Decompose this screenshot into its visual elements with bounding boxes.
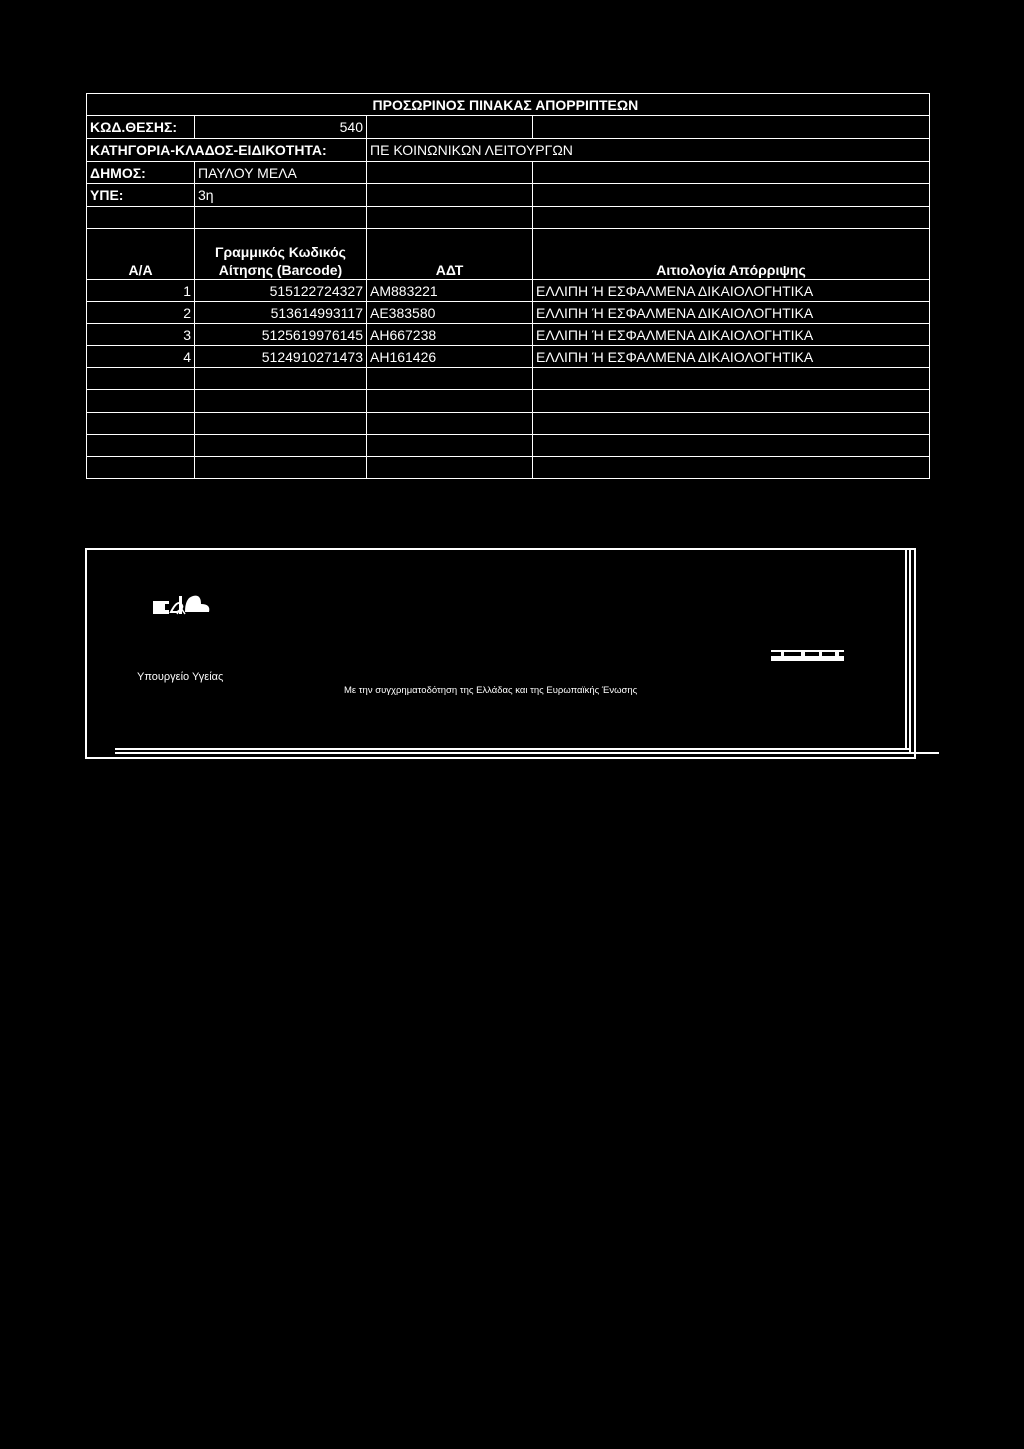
- table-row: [87, 324, 930, 346]
- rejections-table: [86, 93, 930, 479]
- row-reason: ΕΛΛΙΠΗ Ή ΕΣΦΑΛΜΕΝΑ ΔΙΚΑΙΟΛΟΓΗΤΙΚΑ: [533, 302, 930, 324]
- municipality-value: ΠΑΥΛΟΥ ΜΕΛΑ: [195, 162, 367, 184]
- cofunding-footer: [85, 548, 916, 759]
- position-code-value: 540: [195, 116, 367, 139]
- eu-funding-bar-icon: [771, 650, 844, 662]
- header-barcode-line1: Γραμμικός Κωδικός: [215, 244, 346, 260]
- header-barcode: [195, 229, 367, 280]
- table-row: [87, 302, 930, 324]
- header-aa: Α/Α: [87, 229, 195, 280]
- ministry-of-health-logo-icon: [151, 592, 211, 622]
- position-code-label: ΚΩΔ.ΘΕΣΗΣ:: [87, 116, 195, 139]
- header-barcode-line2: Αίτησης (Barcode): [218, 262, 343, 278]
- category-value: ΠΕ ΚΟΙΝΩΝΙΚΩΝ ΛΕΙΤΟΥΡΓΩΝ: [367, 139, 930, 162]
- row-aa: 4: [87, 346, 195, 368]
- row-adt: ΑΗ161426: [367, 346, 533, 368]
- row-adt: ΑΜ883221: [367, 280, 533, 302]
- header-adt: ΑΔΤ: [367, 229, 533, 280]
- ype-value: 3η: [195, 184, 367, 207]
- row-aa: 1: [87, 280, 195, 302]
- ype-label: ΥΠΕ:: [87, 184, 195, 207]
- table-row: [87, 280, 930, 302]
- row-reason: ΕΛΛΙΠΗ Ή ΕΣΦΑΛΜΕΝΑ ΔΙΚΑΙΟΛΟΓΗΤΙΚΑ: [533, 324, 930, 346]
- table-title-text: ΠΡΟΣΩΡΙΝΟΣ ΠΙΝΑΚΑΣ ΑΠΟΡΡΙΠΤΕΩΝ: [372, 96, 639, 113]
- row-barcode: 5125619976145: [195, 324, 367, 346]
- row-adt: ΑΕ383580: [367, 302, 533, 324]
- table-title: [367, 94, 930, 116]
- header-reason: Αιτιολογία Απόρριψης: [533, 229, 930, 280]
- row-aa: 2: [87, 302, 195, 324]
- table-row: [87, 346, 930, 368]
- cofunding-text: Με την συγχρηματοδότηση της Ελλάδας και της Ευρωπαϊκής Ένωσης: [344, 685, 638, 696]
- row-barcode: 513614993117: [195, 302, 367, 324]
- row-barcode: 5124910271473: [195, 346, 367, 368]
- category-label: ΚΑΤΗΓΟΡΙΑ-ΚΛΑΔΟΣ-ΕΙΔΙΚΟΤΗΤΑ:: [87, 139, 367, 162]
- row-adt: ΑΗ667238: [367, 324, 533, 346]
- row-reason: ΕΛΛΙΠΗ Ή ΕΣΦΑΛΜΕΝΑ ΔΙΚΑΙΟΛΟΓΗΤΙΚΑ: [533, 346, 930, 368]
- row-aa: 3: [87, 324, 195, 346]
- municipality-label: ΔΗΜΟΣ:: [87, 162, 195, 184]
- ministry-name: Υπουργείο Υγείας: [137, 671, 224, 683]
- row-reason: ΕΛΛΙΠΗ Ή ΕΣΦΑΛΜΕΝΑ ΔΙΚΑΙΟΛΟΓΗΤΙΚΑ: [533, 280, 930, 302]
- row-barcode: 515122724327: [195, 280, 367, 302]
